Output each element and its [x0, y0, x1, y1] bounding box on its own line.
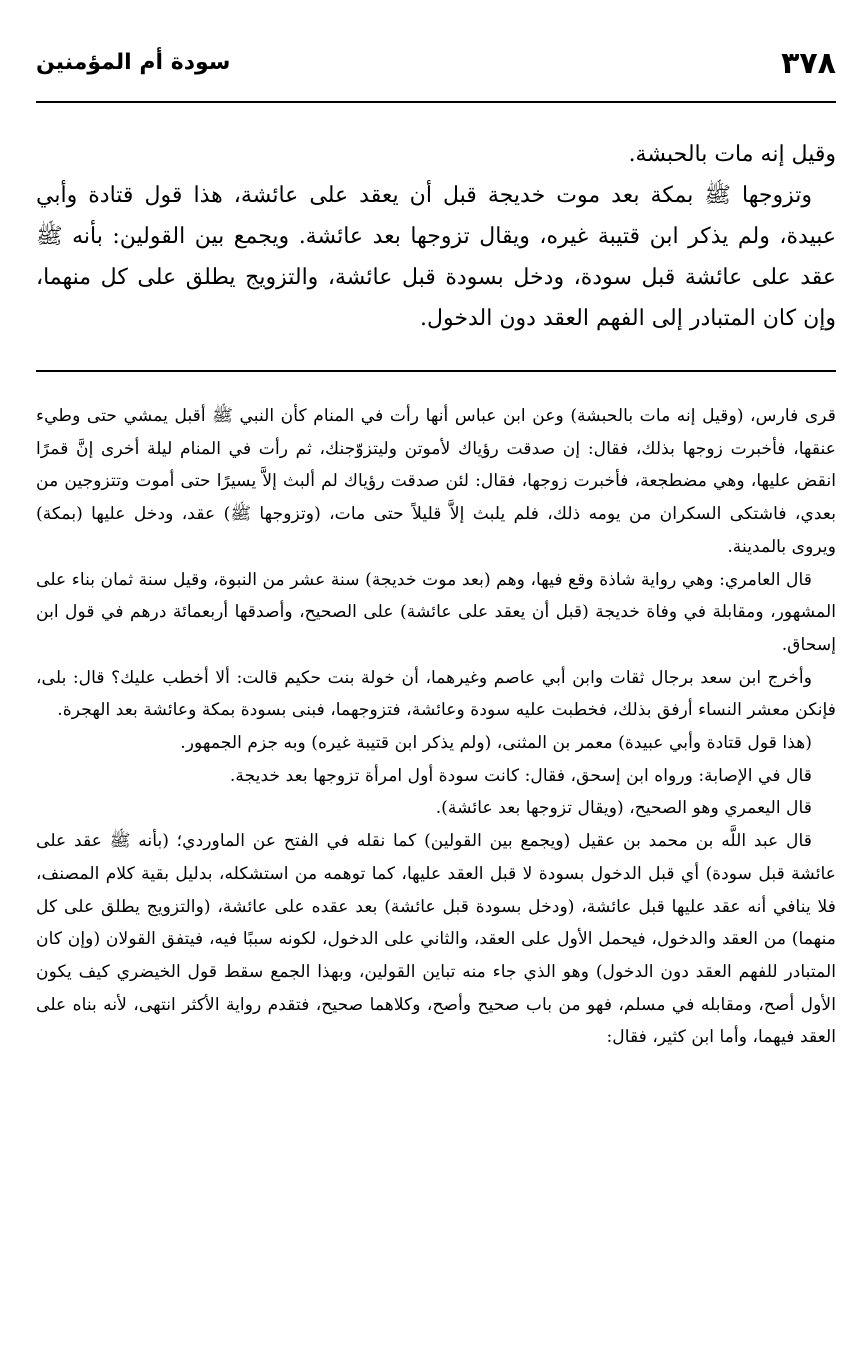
commentary-paragraph: قال عبد اللَّه بن محمد بن عقيل (ويجمع بين القولين) كما نقله في الفتح عن الماوردي؛ (بأنه ﷺ عقد على عائشة قبل سودة) أي قبل الدخول بسودة لا قبل العقد عليها، كما توهمه من استشكله، بدليل بقية كلام المصنف، فلا ينافي أنه عقد عليها قبل عائشة، (ودخل بسودة قبل عائشة) بعد عقده على عائشة، (والتزويج يطلق على كل منهما) من العقد والدخول، فيحمل الأول على العقد، والثاني على الدخول، لكونه سببًا فيه، فيتفق القولان (وإن كان المتبادر للفهم العقد دون الدخول) وهو الذي جاء منه تباين القولين، وبهذا الجمع سقط قول الخيضري كيف يكون الأول أصح، ومقابله في مسلم، فهو من باب صحيح وأصح، وكلاهما صحيح، فتقدم رواية الأكثر انتهى، لأنه بناه على العقد فيهما، وأما ابن كثير، فقال: [36, 831, 836, 1048]
commentary-divider [36, 370, 836, 372]
commentary-paragraph: (هذا قول قتادة وأبي عبيدة) معمر بن المثنى، (ولم يذكر ابن قتيبة غيره) وبه جزم الجمهور. [180, 733, 812, 754]
page [36, 44, 836, 1334]
main-text [36, 134, 836, 339]
main-paragraph: وقيل إنه مات بالحبشة. [628, 142, 836, 167]
commentary-paragraph: قرى فارس، (وقيل إنه مات بالحبشة) وعن ابن عباس أنها رأت في المنام كأن النبي ﷺ أقبل يمشي حتى وطيء عنقها، فأخبرت زوجها بذلك، فقال: إن صدقت رؤياك لأموتن وليتزوّجنك، ثم رأت في المنام ليلة أخرى إنَّ قمرًا انقض عليها، وهي مضطجعة، فأخبرت زوجها، فقال: لئن صدقت رؤياك لم ألبث إلاَّ يسيرًا حتى أموت وتتزوجين من بعدي، فاشتكى السكران من يومه ذلك، فلم يلبث إلاَّ قليلاً حتى مات، (وتزوجها ﷺ) عقد، ودخل عليها (بمكة) ويروى بالمدينة. [36, 406, 836, 557]
commentary-paragraph: قال اليعمري وهو الصحيح، (ويقال تزوجها بعد عائشة). [435, 798, 812, 819]
page-number: ٣٧٨ [781, 46, 836, 81]
page-header [36, 44, 836, 90]
commentary-paragraph: قال في الإصابة: ورواه ابن إسحق، فقال: كانت سودة أول امرأة تزوجها بعد خديجة. [229, 765, 812, 786]
commentary-paragraph: وأخرج ابن سعد برجال ثقات وابن أبي عاصم وغيرهما، أن خولة بنت حكيم قالت: ألا أخطب عليك؟ قال: بلى، فإنكن معشر النساء أرفق بذلك، فخطبت عليه سودة وعائشة، فتزوجهما، فبنى بسودة بمكة وعائشة بعد الهجرة. [36, 667, 836, 721]
header-divider [36, 101, 836, 103]
commentary [36, 400, 836, 1054]
commentary-paragraph: قال العامري: وهي رواية شاذة وقع فيها، وهم (بعد موت خديجة) سنة عشر من النبوة، وقيل سنة ثمان بناء على المشهور، ومقابلة في وفاة خديجة (قبل أن يعقد على عائشة) على الصحيح، وأصدقها أربعمائة درهم في قول ابن إسحاق. [36, 569, 836, 655]
running-title: سودة أم المؤمنين [36, 50, 231, 75]
main-paragraph: وتزوجها ﷺ بمكة بعد موت خديجة قبل أن يعقد على عائشة، هذا قول قتادة وأبي عبيدة، ولم يذكر ابن قتيبة غيره، ويقال تزوجها بعد عائشة. ويجمع بين القولين: بأنه ﷺ عقد على عائشة قبل سودة، ودخل بسودة قبل عائشة، والتزويج يطلق على كل منهما، وإن كان المتبادر إلى الفهم العقد دون الدخول. [36, 183, 837, 331]
